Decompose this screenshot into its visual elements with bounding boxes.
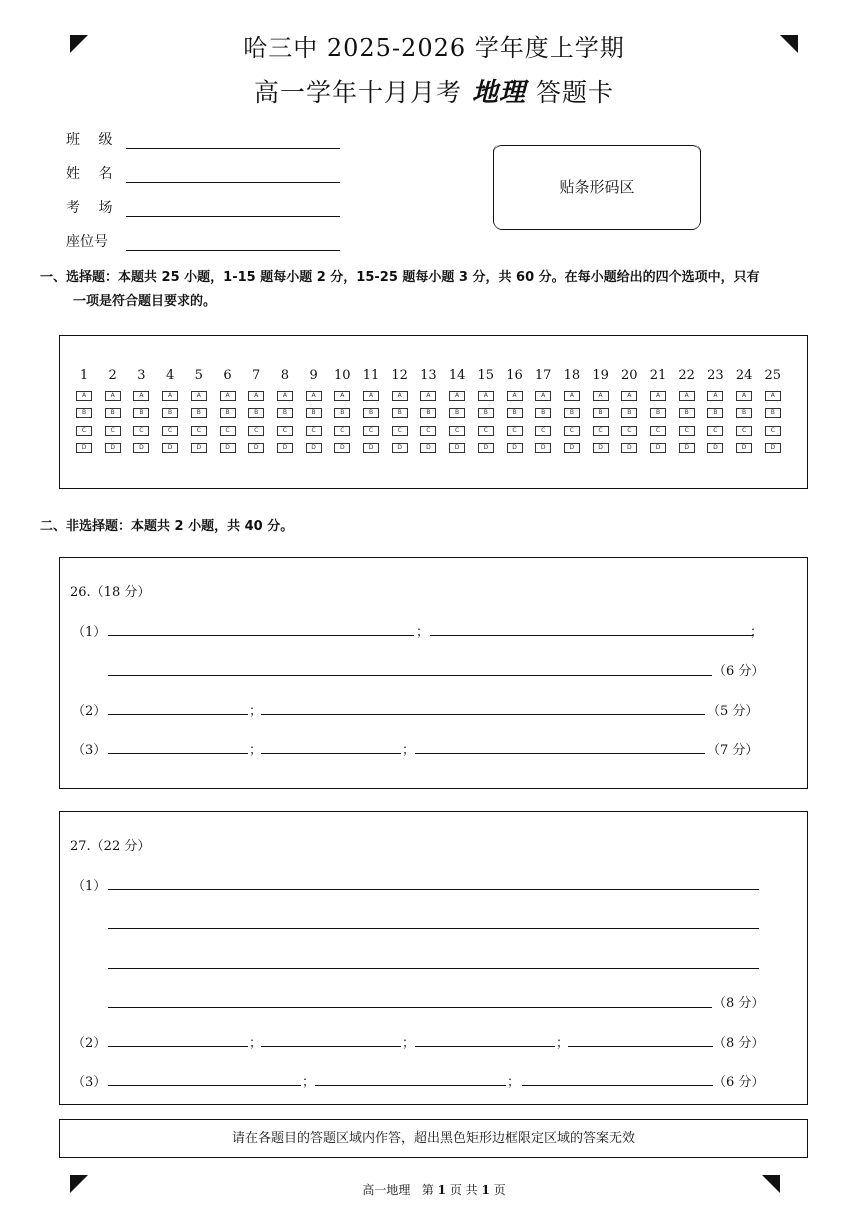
option-bubble-a[interactable]: A xyxy=(507,391,523,401)
q27-answer-box xyxy=(59,811,808,1105)
option-bubble-d[interactable]: D xyxy=(507,443,523,453)
option-bubble-b[interactable]: B xyxy=(248,408,264,418)
info-blank[interactable] xyxy=(126,198,340,217)
option-bubble-a[interactable]: A xyxy=(679,391,695,401)
q26-part3-score: （7 分） xyxy=(707,743,759,758)
footer-subject: 高一地理 xyxy=(362,1183,411,1197)
option-bubble-d[interactable]: D xyxy=(765,443,781,453)
option-bubble-b[interactable]: B xyxy=(191,408,207,418)
option-bubble-d[interactable]: D xyxy=(593,443,609,453)
option-bubble-a[interactable]: A xyxy=(564,391,580,401)
option-bubble-c[interactable]: C xyxy=(334,426,350,436)
info-label: 座位号 xyxy=(66,234,108,250)
option-bubble-b[interactable]: B xyxy=(162,408,178,418)
option-bubble-c[interactable]: C xyxy=(449,426,465,436)
option-bubble-c[interactable]: C xyxy=(736,426,752,436)
option-bubble-d[interactable]: D xyxy=(449,443,465,453)
q27-part3-label: （3） xyxy=(72,1075,107,1090)
option-bubble-a[interactable]: A xyxy=(621,391,637,401)
option-bubble-c[interactable]: C xyxy=(593,426,609,436)
footer-page-mid: 页 共 xyxy=(449,1183,478,1197)
option-bubble-d[interactable]: D xyxy=(306,443,322,453)
q26-title: 26.（18 分） xyxy=(70,585,151,600)
answer-line[interactable] xyxy=(108,1046,248,1047)
q27-title: 27.（22 分） xyxy=(70,839,151,854)
q27-part1-score: （8 分） xyxy=(713,996,765,1011)
separator: ； xyxy=(416,625,430,640)
option-bubble-d[interactable]: D xyxy=(105,443,121,453)
barcode-label: 贴条形码区 xyxy=(559,178,635,196)
option-bubble-d[interactable]: D xyxy=(420,443,436,453)
exam-subject: 地理 xyxy=(471,78,526,108)
notice-box: 请在各题目的答题区域内作答，超出黑色矩形边框限定区域的答案无效 xyxy=(59,1119,808,1158)
option-bubble-d[interactable]: D xyxy=(363,443,379,453)
q27-part3-score: （6 分） xyxy=(713,1075,765,1090)
question-number: 2 xyxy=(108,368,117,383)
option-bubble-b[interactable]: B xyxy=(76,408,92,418)
q26-part1-label: （1） xyxy=(72,625,107,640)
question-number: 11 xyxy=(362,368,380,383)
option-bubble-c[interactable]: C xyxy=(76,426,92,436)
option-bubble-c[interactable]: C xyxy=(679,426,695,436)
option-bubble-b[interactable]: B xyxy=(363,408,379,418)
option-bubble-b[interactable]: B xyxy=(392,408,408,418)
question-number: 10 xyxy=(334,368,351,383)
option-bubble-b[interactable]: B xyxy=(449,408,465,418)
option-bubble-c[interactable]: C xyxy=(306,426,322,436)
info-label: 考 场 xyxy=(66,200,113,216)
answer-line[interactable] xyxy=(108,635,414,636)
option-bubble-b[interactable]: B xyxy=(535,408,551,418)
option-bubble-c[interactable]: C xyxy=(765,426,781,436)
option-bubble-a[interactable]: A xyxy=(248,391,264,401)
question-number: 15 xyxy=(477,368,495,383)
answer-line[interactable] xyxy=(568,1046,713,1047)
option-bubble-b[interactable]: B xyxy=(736,408,752,418)
question-number: 6 xyxy=(223,368,232,383)
section2-heading: 二、非选择题：本题共 2 小题，共 40 分。 xyxy=(40,519,294,534)
question-number: 20 xyxy=(621,368,638,383)
answer-line[interactable] xyxy=(108,714,248,715)
answer-line[interactable] xyxy=(108,1007,712,1008)
question-number: 24 xyxy=(735,368,753,383)
option-bubble-c[interactable]: C xyxy=(478,426,494,436)
info-blank[interactable] xyxy=(126,130,340,149)
option-bubble-d[interactable]: D xyxy=(133,443,149,453)
option-bubble-a[interactable]: A xyxy=(105,391,121,401)
option-bubble-a[interactable]: A xyxy=(220,391,236,401)
q26-part2-score: （5 分） xyxy=(707,704,759,719)
info-field-name[interactable] xyxy=(66,161,340,183)
option-bubble-c[interactable]: C xyxy=(162,426,178,436)
option-bubble-b[interactable]: B xyxy=(650,408,666,418)
option-bubble-d[interactable]: D xyxy=(277,443,293,453)
barcode-area xyxy=(494,145,700,230)
separator: ； xyxy=(302,1075,316,1090)
question-number: 9 xyxy=(309,368,318,383)
option-bubble-a[interactable]: A xyxy=(707,391,723,401)
option-bubble-d[interactable]: D xyxy=(621,443,637,453)
option-bubble-c[interactable]: C xyxy=(707,426,723,436)
answer-line[interactable] xyxy=(108,889,759,890)
option-bubble-d[interactable]: D xyxy=(191,443,207,453)
option-bubble-b[interactable]: B xyxy=(707,408,723,418)
option-bubble-a[interactable]: A xyxy=(765,391,781,401)
option-bubble-d[interactable]: D xyxy=(650,443,666,453)
option-bubble-a[interactable]: A xyxy=(76,391,92,401)
info-label: 姓 名 xyxy=(66,166,113,182)
separator: ； xyxy=(402,743,416,758)
option-bubble-b[interactable]: B xyxy=(277,408,293,418)
page-footer xyxy=(0,1181,868,1198)
question-number: 25 xyxy=(764,368,782,383)
option-bubble-c[interactable]: C xyxy=(105,426,121,436)
option-bubble-d[interactable]: D xyxy=(564,443,580,453)
section1-line1: 一、选择题：本题共 25 小题，1-15 题每小题 2 分，15-25 题每小题 3 分，共 60 分。在每小题给出的四个选项中，只有 xyxy=(40,270,760,285)
option-bubble-b[interactable]: B xyxy=(507,408,523,418)
option-bubble-a[interactable]: A xyxy=(650,391,666,401)
info-label: 班 级 xyxy=(66,132,113,148)
option-bubble-c[interactable]: C xyxy=(507,426,523,436)
info-field-class[interactable] xyxy=(66,127,340,149)
option-bubble-b[interactable]: B xyxy=(420,408,436,418)
q27-part1-label: （1） xyxy=(72,879,107,894)
option-bubble-c[interactable]: C xyxy=(420,426,436,436)
option-bubble-d[interactable]: D xyxy=(76,443,92,453)
q26-part3-label: （3） xyxy=(72,743,107,758)
option-bubble-b[interactable]: B xyxy=(105,408,121,418)
option-bubble-b[interactable]: B xyxy=(133,408,149,418)
question-number: 18 xyxy=(563,368,581,383)
option-bubble-a[interactable]: A xyxy=(593,391,609,401)
option-bubble-d[interactable]: D xyxy=(248,443,264,453)
answer-line[interactable] xyxy=(522,1085,713,1086)
option-bubble-b[interactable]: B xyxy=(220,408,236,418)
option-bubble-b[interactable]: B xyxy=(306,408,322,418)
separator: ； xyxy=(750,625,764,640)
option-bubble-d[interactable]: D xyxy=(478,443,494,453)
footer-page-total: 1 xyxy=(481,1183,490,1197)
footer-page-pre: 第 xyxy=(421,1183,434,1197)
answer-line[interactable] xyxy=(261,714,705,715)
question-number: 19 xyxy=(592,368,609,383)
separator: ； xyxy=(249,704,263,719)
answer-line[interactable] xyxy=(108,753,248,754)
option-bubble-a[interactable]: A xyxy=(535,391,551,401)
question-number: 14 xyxy=(448,368,466,383)
option-bubble-a[interactable]: A xyxy=(478,391,494,401)
option-bubble-a[interactable]: A xyxy=(334,391,350,401)
answer-line[interactable] xyxy=(415,1046,555,1047)
question-number: 12 xyxy=(391,368,408,383)
answer-line[interactable] xyxy=(108,675,712,676)
question-number: 17 xyxy=(534,368,552,383)
exam-title xyxy=(0,72,868,109)
separator: ； xyxy=(249,1036,263,1051)
option-bubble-c[interactable]: C xyxy=(564,426,580,436)
option-bubble-b[interactable]: B xyxy=(765,408,781,418)
info-blank[interactable] xyxy=(126,232,340,251)
separator: ； xyxy=(249,743,263,758)
question-number: 13 xyxy=(420,368,437,383)
answer-line[interactable] xyxy=(261,1046,401,1047)
separator: ； xyxy=(507,1075,521,1090)
option-bubble-d[interactable]: D xyxy=(535,443,551,453)
option-bubble-d[interactable]: D xyxy=(392,443,408,453)
info-blank[interactable] xyxy=(126,164,340,183)
footer-page-number: 1 xyxy=(437,1183,446,1197)
question-number: 5 xyxy=(194,368,203,383)
option-bubble-c[interactable]: C xyxy=(277,426,293,436)
option-bubble-a[interactable]: A xyxy=(420,391,436,401)
option-bubble-a[interactable]: A xyxy=(363,391,379,401)
info-field-room[interactable] xyxy=(66,195,340,217)
option-bubble-b[interactable]: B xyxy=(478,408,494,418)
option-bubble-c[interactable]: C xyxy=(133,426,149,436)
option-bubble-d[interactable]: D xyxy=(162,443,178,453)
option-bubble-b[interactable]: B xyxy=(334,408,350,418)
option-bubble-a[interactable]: A xyxy=(392,391,408,401)
question-number: 1 xyxy=(79,368,89,383)
option-bubble-a[interactable]: A xyxy=(449,391,465,401)
question-number: 4 xyxy=(165,368,175,383)
option-bubble-c[interactable]: C xyxy=(363,426,379,436)
q26-answer-box xyxy=(59,557,808,789)
q26-part1-score: （6 分） xyxy=(713,664,765,679)
separator: ； xyxy=(556,1036,570,1051)
option-bubble-d[interactable]: D xyxy=(736,443,752,453)
question-number: 22 xyxy=(678,368,695,383)
option-bubble-c[interactable]: C xyxy=(191,426,207,436)
option-bubble-b[interactable]: B xyxy=(593,408,609,418)
option-bubble-d[interactable]: D xyxy=(334,443,350,453)
separator: ； xyxy=(402,1036,416,1051)
option-bubble-c[interactable]: C xyxy=(248,426,264,436)
question-number: 23 xyxy=(707,368,724,383)
q27-part2-score: （8 分） xyxy=(713,1036,765,1051)
q27-part2-label: （2） xyxy=(72,1036,107,1051)
option-bubble-c[interactable]: C xyxy=(220,426,236,436)
option-bubble-b[interactable]: B xyxy=(564,408,580,418)
exam-title-prefix: 高一学年十月月考 xyxy=(253,78,462,107)
option-bubble-a[interactable]: A xyxy=(736,391,752,401)
q26-part2-label: （2） xyxy=(72,704,107,719)
footer-page-post: 页 xyxy=(493,1183,506,1197)
option-bubble-b[interactable]: B xyxy=(621,408,637,418)
question-number: 3 xyxy=(137,368,146,383)
option-bubble-d[interactable]: D xyxy=(220,443,236,453)
exam-title-suffix: 答题卡 xyxy=(536,78,615,107)
question-number: 16 xyxy=(506,368,523,383)
option-bubble-a[interactable]: A xyxy=(191,391,207,401)
answer-line[interactable] xyxy=(415,753,705,754)
answer-line[interactable] xyxy=(108,928,759,929)
option-bubble-c[interactable]: C xyxy=(621,426,637,436)
option-bubble-d[interactable]: D xyxy=(707,443,723,453)
question-number: 21 xyxy=(649,368,667,383)
option-bubble-c[interactable]: C xyxy=(392,426,408,436)
answer-line[interactable] xyxy=(108,1085,301,1086)
option-bubble-c[interactable]: C xyxy=(535,426,551,436)
question-number: 8 xyxy=(280,368,290,383)
answer-line[interactable] xyxy=(261,753,401,754)
option-bubble-b[interactable]: B xyxy=(679,408,695,418)
question-number: 7 xyxy=(252,368,261,383)
option-bubble-a[interactable]: A xyxy=(306,391,322,401)
option-bubble-a[interactable]: A xyxy=(277,391,293,401)
section1-heading xyxy=(40,266,840,314)
answer-line[interactable] xyxy=(108,968,759,969)
option-bubble-a[interactable]: A xyxy=(162,391,178,401)
answer-line[interactable] xyxy=(315,1085,506,1086)
answer-line[interactable] xyxy=(430,635,753,636)
section1-line2: 一项是符合题目要求的。 xyxy=(73,294,217,309)
info-field-seat[interactable] xyxy=(66,229,340,251)
option-bubble-c[interactable]: C xyxy=(650,426,666,436)
school-title: 哈三中 2025-2026 学年度上学期 xyxy=(243,34,625,62)
option-bubble-d[interactable]: D xyxy=(679,443,695,453)
option-bubble-a[interactable]: A xyxy=(133,391,149,401)
